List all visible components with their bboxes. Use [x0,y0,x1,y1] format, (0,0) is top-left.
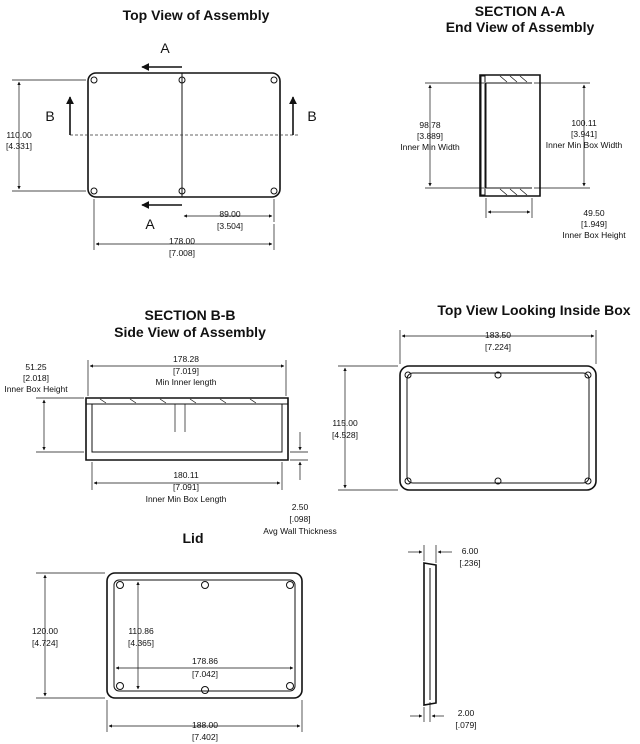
lid-profile-group [408,545,481,730]
end-view-inner-walls [486,83,532,188]
top-view-width-in: [7.008] [169,248,195,258]
section-a-label-top: A [160,40,170,56]
side-view-inner-length-in: [7.019] [173,366,199,376]
section-a-label-bottom: A [145,216,155,232]
end-view-lid-edge [481,76,485,195]
inside-view-outline [400,366,596,490]
top-view-height-mm: 110.00 [6,130,32,140]
lid-group [32,530,302,742]
side-view-box-length-mm: 180.11 [173,470,199,480]
lid-outer-width-in: [7.402] [192,732,218,742]
section-aa-title: SECTION A-A [474,3,566,19]
lid-thickness-in: [.236] [459,558,481,568]
inside-view-width-mm: 183.50 [485,330,511,340]
lid-inner-width-in: [7.042] [192,669,218,679]
end-view-outline [480,75,540,196]
inside-view-height-mm: 115.00 [332,418,358,428]
side-view-inner-length-label: Min Inner length [155,377,217,387]
lid-inner-height-mm: 110.86 [128,626,154,636]
end-view-box-height-label: Inner Box Height [562,230,626,240]
end-view-box-width-mm: 100.11 [571,118,597,128]
end-view-box-height-mm: 49.50 [583,208,605,218]
lid-thickness-mm: 6.00 [461,546,479,556]
side-view-height-in: [2.018] [23,373,49,383]
section-bb-group [4,307,336,536]
inside-view-group [332,302,631,490]
end-view-hatching [500,76,527,195]
top-view-half-mm: 89.00 [219,209,241,219]
section-aa-group [400,3,626,240]
top-view-half-in: [3.504] [217,221,243,231]
end-view-title: End View of Assembly [445,19,595,35]
top-view-screws [91,77,277,194]
end-view-inner-width-mm: 98.78 [419,120,441,130]
lid-outer-height-in: [4.724] [32,638,58,648]
wall-thickness-mm: 2.50 [291,502,309,512]
inside-view-width-in: [7.224] [485,342,511,352]
lid-title: Lid [182,530,204,546]
inside-view-bosses [405,372,591,484]
inside-view-title: Top View Looking Inside Box [437,302,631,318]
lid-inner-height-in: [4.365] [128,638,154,648]
side-view-box-length-in: [7.091] [173,482,199,492]
side-view-title: Side View of Assembly [114,324,266,340]
side-view-height-mm: 51.25 [25,362,47,372]
wall-thickness-in: [.098] [289,514,311,524]
side-view-height-label: Inner Box Height [4,384,68,394]
lid-lip-in: [.079] [455,720,477,730]
top-view-width-mm: 178.00 [169,236,195,246]
side-view-inner-walls [86,404,288,452]
lid-outer-width-mm: 188.00 [192,720,218,730]
end-view-inner-width-in: [3.889] [417,131,443,141]
end-view-box-height-in: [1.949] [581,219,607,229]
lid-outer-height-mm: 120.00 [32,626,58,636]
side-view-box-length-label: Inner Min Box Length [145,494,227,504]
inside-view-height-in: [4.528] [332,430,358,440]
section-b-label-left: B [45,108,55,124]
section-b-label-right: B [307,108,317,124]
lid-inner-width-mm: 178.86 [192,656,218,666]
top-view-title: Top View of Assembly [122,7,270,23]
top-view-height-in: [4.331] [6,141,32,151]
end-view-inner-width-label: Inner Min Width [400,142,460,152]
top-view-group [6,7,317,258]
end-view-box-width-in: [3.941] [571,129,597,139]
wall-thickness-label: Avg Wall Thickness [263,526,337,536]
lid-lip-mm: 2.00 [457,708,475,718]
side-view-inner-length-mm: 178.28 [173,354,199,364]
end-view-box-width-label: Inner Min Box Width [545,140,623,150]
side-view-outline [86,398,288,460]
section-bb-title: SECTION B-B [144,307,236,323]
inside-view-inner-wall [407,373,589,483]
